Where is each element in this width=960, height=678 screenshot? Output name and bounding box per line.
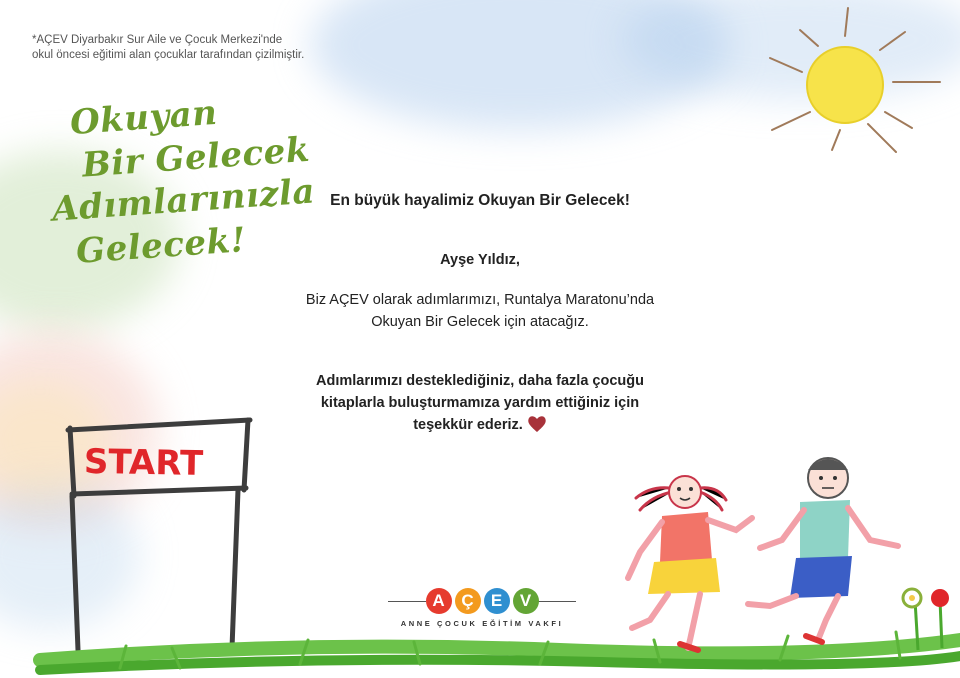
thanks-line: [268, 414, 692, 436]
logo-letter-e: E: [484, 588, 510, 614]
logo-letter-c: Ç: [455, 588, 481, 614]
message-headline: En büyük hayalimiz Okuyan Bir Gelecek!: [330, 192, 630, 209]
thanks-line-text: teşekkür ederiz.: [413, 417, 523, 433]
title-line: Bir Gelecek: [80, 129, 312, 186]
thanks-line: kitaplarla buluşturmamıza yardım ettiğiniz için: [320, 395, 640, 411]
sun-icon: [770, 8, 940, 152]
thanks-message: [268, 370, 692, 436]
body-line: Biz AÇEV olarak adımlarımızı, Runtalya Maratonu’nda: [305, 292, 655, 308]
acev-logo: [388, 586, 576, 632]
logo-tagline: ANNE ÇOCUK EĞİTİM VAKFI: [400, 619, 564, 628]
logo-letter-v: V: [513, 588, 539, 614]
logo-letter-a: A: [426, 588, 452, 614]
credit-line: okul öncesi eğitimi alan çocuklar tarafından çizilmiştir.: [32, 48, 305, 61]
title-line: Adımlarınızla: [50, 171, 317, 230]
campaign-title: [50, 92, 317, 272]
thanks-line: Adımlarımızı desteklediğiniz, daha fazla çocuğu: [316, 373, 644, 389]
body-line: Okuyan Bir Gelecek için atacağız.: [371, 314, 589, 330]
heart-icon: [527, 415, 547, 433]
boy-figure: [748, 458, 898, 642]
drawing-credit: [32, 33, 304, 62]
credit-line: *AÇEV Diyarbakır Sur Aile ve Çocuk Merkezi'nde: [32, 34, 283, 46]
girl-figure: [628, 476, 752, 650]
start-sign-label: START: [83, 441, 204, 484]
logo-rule: [538, 601, 576, 602]
logo-rule: [388, 601, 426, 602]
logo-letters: [424, 588, 540, 614]
message-body: [268, 289, 692, 333]
title-line: Okuyan: [68, 92, 219, 144]
title-line: Gelecek!: [74, 220, 248, 272]
recipient-name: Ayşe Yıldız,: [440, 252, 520, 268]
